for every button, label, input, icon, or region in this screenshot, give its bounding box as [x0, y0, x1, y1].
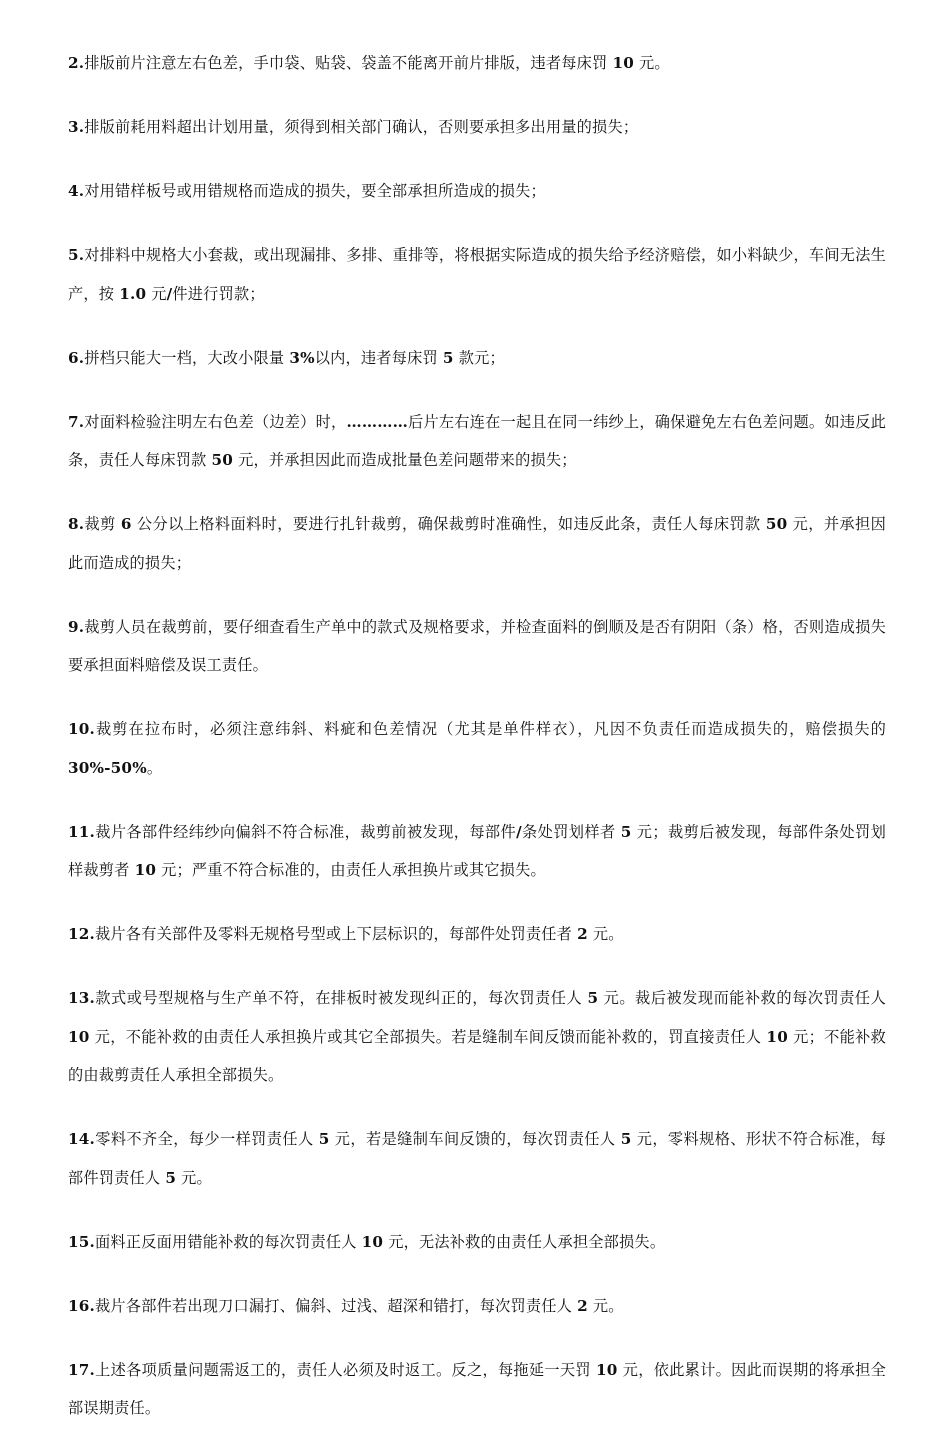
clause-text: 面料正反面用错能补救的每次罚责任人 [95, 1232, 362, 1251]
clause-text: 裁片各部件若出现刀口漏打、偏斜、过浅、超深和错打，每次罚责任人 [95, 1296, 578, 1315]
clause-number: 10. [68, 720, 96, 738]
clause-number: 7. [68, 412, 85, 431]
clause-text: 排版前耗用料超出计划用量，须得到相关部门确认，否则要承担多出用量的损失； [84, 118, 639, 136]
clause-text: 裁片各部件经纬纱向偏斜不符合标准，裁剪前被发现，每部件 [95, 822, 517, 841]
clause-item [68, 108, 886, 147]
clause-text: 对面料检验注明左右色差（边差）时， [84, 412, 347, 431]
clause-value: ………… [346, 412, 408, 431]
clause-number: 4. [68, 182, 85, 200]
clause-number: 2. [68, 54, 85, 72]
clause-item [68, 1351, 886, 1428]
clause-value: 5 [165, 1168, 177, 1187]
clause-text: 上述各项质量问题需返工的，责任人必须及时返工。反之，每拖延一天罚 [95, 1360, 597, 1379]
clause-text: 元；不能补救的由裁剪责任人承担全部损失。 [68, 1027, 887, 1084]
clause-text: 以内，违者每床罚 [314, 348, 443, 367]
clause-text: 元。 [176, 1168, 212, 1187]
clause-number: 8. [68, 515, 85, 533]
clause-item [68, 505, 886, 582]
clause-text: 裁剪在拉布时，必须注意纬斜、料疵和色差情况（尤其是单件样衣），凡因不负责任而造成损失的，赔偿损失的 [95, 720, 886, 738]
clause-text: 元，零料规格、形状不符合标准，每部件罚责任人 [68, 1130, 887, 1187]
clause-item [68, 44, 886, 83]
clause-value: 10 [134, 861, 157, 879]
clause-item [68, 710, 886, 787]
clause-text: 对用错样板号或用错规格而造成的损失，要全部承担所造成的损失； [84, 182, 546, 200]
clause-item [68, 236, 886, 313]
clause-value: 5 [442, 348, 454, 367]
clause-value: 30%-50% [68, 758, 147, 777]
clause-text: 元，并承担因此而造成批量色差问题带来的损失； [233, 451, 577, 469]
clause-value: 50 [765, 515, 788, 533]
clause-text: 裁片各有关部件及零料无规格号型或上下层标识的，每部件处罚责任者 [95, 925, 578, 943]
clause-item [68, 339, 886, 378]
clause-number: 3. [68, 118, 85, 136]
clause-text: 元，无法补救的由责任人承担全部损失。 [383, 1232, 666, 1251]
clause-text: 元，依此累计。因此而误期的将承担全部误期责任。 [68, 1360, 886, 1417]
clause-text: 元，若是缝制车间反馈的，每次罚责任人 [329, 1130, 621, 1148]
clause-item [68, 172, 886, 211]
clause-value: 1.0 [119, 284, 147, 303]
clause-text: 公分以上格料面料时，要进行扎针裁剪，确保裁剪时准确性，如违反此条，责任人每床罚款 [131, 515, 766, 533]
clause-text: 后片左右连在一起且在同一纬纱上，确保避免左右色差问题。如违反此条，责任人每床罚款 [68, 412, 887, 469]
clause-value: 3% [289, 348, 315, 367]
clause-number: 16. [68, 1296, 96, 1315]
clause-text: 零料不齐全，每少一样罚责任人 [95, 1130, 319, 1148]
clause-text: 拼档只能大一档，大改小限量 [84, 348, 290, 367]
clause-value: / [166, 284, 173, 303]
clause-text: 元，并承担因此而造成的损失； [68, 515, 886, 572]
clause-text: 元。 [587, 925, 624, 943]
clause-text: 元，不能补救的由责任人承担换片或其它全部损失。若是缝制车间反馈而能补救的，罚直接责任人 [89, 1027, 767, 1046]
clause-text: 元；裁剪后被发现，每部件条处罚划样裁剪者 [68, 822, 886, 879]
clause-item [68, 1120, 886, 1197]
clause-number: 17. [68, 1360, 96, 1379]
clause-list [68, 44, 886, 1428]
clause-text: 件进行罚款； [172, 284, 265, 303]
clause-value: 2 [577, 925, 588, 943]
clause-text: 对排料中规格大小套裁，或出现漏排、多排、重排等，将根据实际造成的损失给予经济赔偿，如小料缺少，车间无法生产，按 [68, 246, 886, 303]
clause-item [68, 979, 886, 1095]
clause-number: 9. [68, 617, 85, 636]
clause-item [68, 915, 886, 954]
clause-text: 条处罚划样者 [521, 822, 621, 841]
clause-number: 13. [68, 989, 96, 1007]
clause-value: 10 [361, 1232, 384, 1251]
clause-value: 10 [596, 1360, 618, 1379]
clause-value: 6 [120, 515, 132, 533]
clause-number: 12. [68, 925, 96, 943]
clause-item [68, 813, 886, 890]
clause-text: 元 [146, 284, 167, 303]
clause-number: 14. [68, 1130, 96, 1148]
clause-text: 裁剪人员在裁剪前，要仔细查看生产单中的款式及规格要求，并检查面料的倒顺及是否有阴阳（条）格，否则造成损失要承担面料赔偿及误工责任。 [68, 617, 886, 674]
document-page [68, 44, 886, 1453]
clause-text: 元。裁后被发现而能补救的每次罚责任人 [598, 989, 886, 1007]
clause-text: 排版前片注意左右色差，手巾袋、贴袋、袋盖不能离开前片排版，违者每床罚 [84, 54, 613, 72]
clause-value: 10 [612, 54, 635, 72]
clause-item [68, 403, 886, 480]
clause-number: 6. [68, 348, 85, 367]
clause-value: 10 [766, 1027, 788, 1046]
clause-item [68, 608, 886, 685]
clause-text: 元。 [634, 54, 670, 72]
clause-number: 5. [68, 246, 85, 264]
clause-text: 款元； [453, 348, 505, 367]
clause-item [68, 1223, 886, 1262]
clause-value: 50 [211, 451, 234, 469]
clause-value: 5 [620, 822, 632, 841]
clause-value: 5 [620, 1130, 632, 1148]
clause-text: 元；严重不符合标准的，由责任人承担换片或其它损失。 [156, 861, 546, 879]
clause-text: 裁剪 [84, 515, 121, 533]
clause-number: 11. [68, 822, 96, 841]
clause-text: 元。 [587, 1296, 624, 1315]
clause-text: 。 [146, 758, 163, 777]
clause-value: 2 [577, 1296, 588, 1315]
clause-item [68, 1287, 886, 1326]
clause-value: / [516, 822, 522, 841]
clause-number: 15. [68, 1232, 96, 1251]
clause-value: 5 [587, 989, 599, 1007]
clause-value: 10 [68, 1027, 90, 1046]
clause-text: 款式或号型规格与生产单不符，在排板时被发现纠正的，每次罚责任人 [95, 989, 588, 1007]
clause-value: 5 [318, 1130, 330, 1148]
